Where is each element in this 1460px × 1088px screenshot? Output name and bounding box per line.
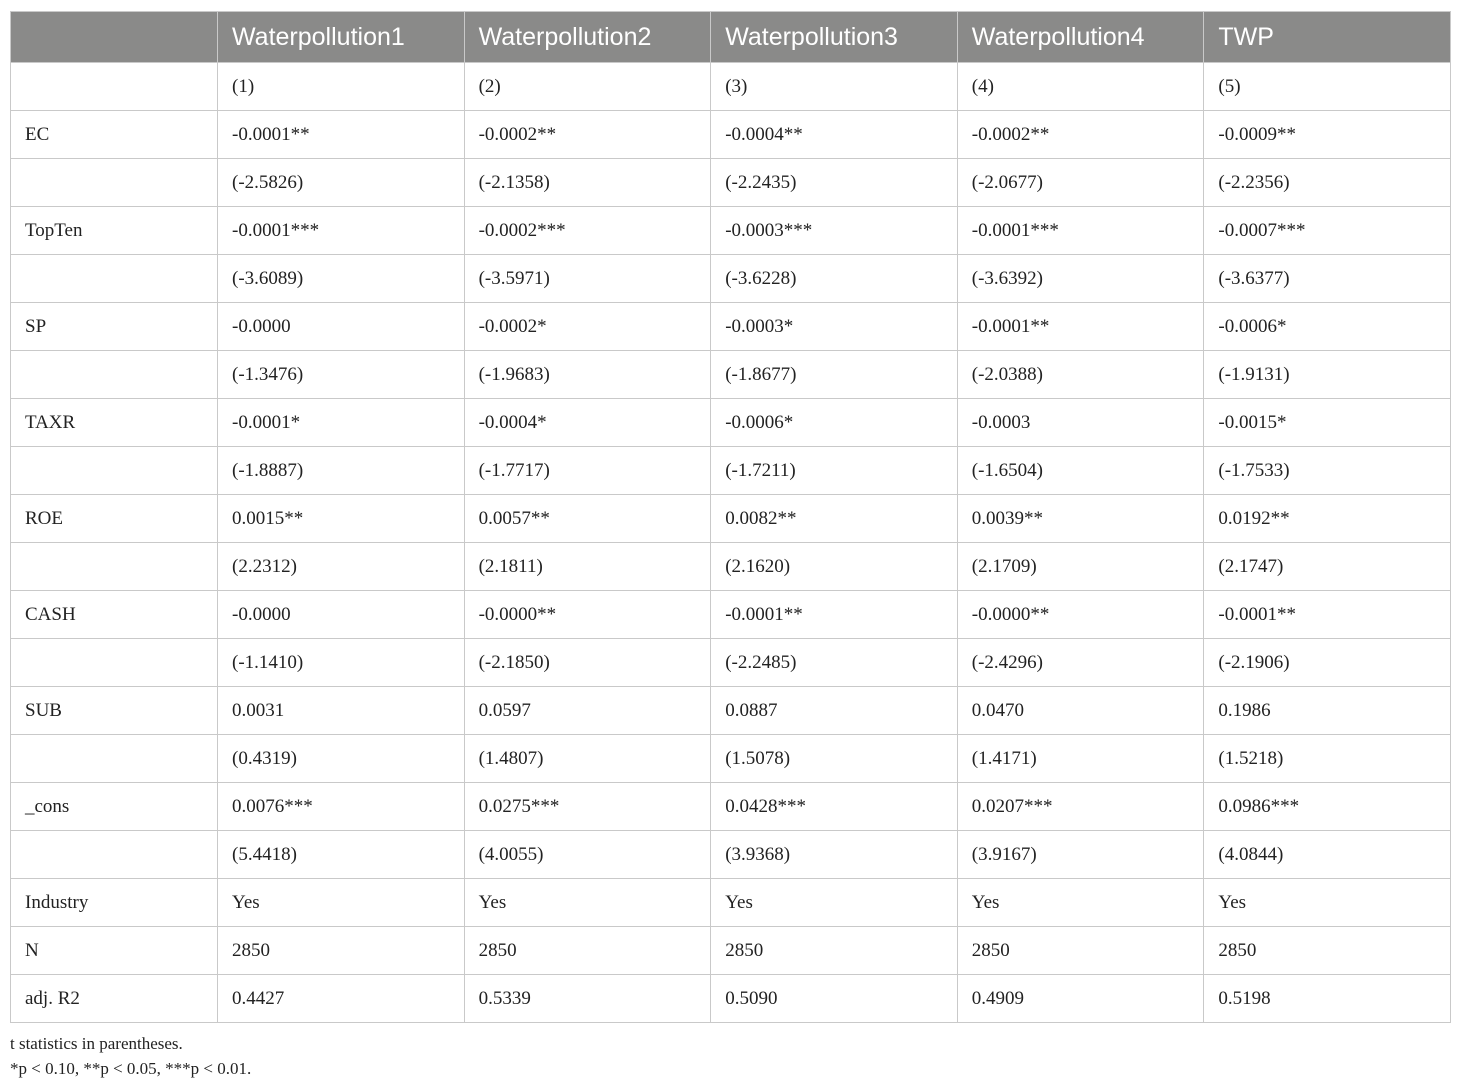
table-cell: (-2.5826) [218, 159, 465, 207]
table-cell: -0.0000 [218, 591, 465, 639]
table-cell: -0.0001*** [957, 207, 1204, 255]
table-cell: -0.0003*** [711, 207, 958, 255]
table-cell: -0.0006* [711, 399, 958, 447]
table-cell: -0.0000** [957, 591, 1204, 639]
table-header [11, 12, 1451, 63]
table-cell: (2.1709) [957, 543, 1204, 591]
table-cell: Yes [218, 879, 465, 927]
row-label-cell: CASH [11, 591, 218, 639]
table-cell: (-2.2485) [711, 639, 958, 687]
table-cell: 2850 [218, 927, 465, 975]
table-cell: Yes [957, 879, 1204, 927]
table-row [11, 399, 1451, 447]
table-cell: (-1.6504) [957, 447, 1204, 495]
table-cell: (-2.0388) [957, 351, 1204, 399]
table-cell: -0.0003* [711, 303, 958, 351]
table-row [11, 975, 1451, 1023]
table-row [11, 207, 1451, 255]
row-label-cell [11, 63, 218, 111]
table-cell: (4.0055) [464, 831, 711, 879]
table-cell: -0.0002** [464, 111, 711, 159]
table-cell: (-3.6392) [957, 255, 1204, 303]
row-label-cell: ROE [11, 495, 218, 543]
header-cell-waterpollution1: Waterpollution1 [218, 12, 465, 63]
table-cell: (-3.6228) [711, 255, 958, 303]
table-cell: 0.1986 [1204, 687, 1451, 735]
table-row [11, 687, 1451, 735]
table-cell: Yes [464, 879, 711, 927]
table-cell: (-2.1850) [464, 639, 711, 687]
header-cell-waterpollution3: Waterpollution3 [711, 12, 958, 63]
table-cell: -0.0015* [1204, 399, 1451, 447]
row-label-cell [11, 351, 218, 399]
table-cell: 0.0192** [1204, 495, 1451, 543]
table-row [11, 303, 1451, 351]
table-cell: 0.0207*** [957, 783, 1204, 831]
table-row [11, 159, 1451, 207]
table-cell: (-1.3476) [218, 351, 465, 399]
regression-table-container [10, 11, 1450, 1023]
table-cell: 0.0076*** [218, 783, 465, 831]
table-cell: (-1.9683) [464, 351, 711, 399]
table-cell: 0.5198 [1204, 975, 1451, 1023]
table-cell: -0.0009** [1204, 111, 1451, 159]
table-cell: -0.0004** [711, 111, 958, 159]
table-cell: -0.0000 [218, 303, 465, 351]
table-cell: -0.0006* [1204, 303, 1451, 351]
table-cell: 0.0470 [957, 687, 1204, 735]
table-cell: (1.4171) [957, 735, 1204, 783]
table-cell: (2.2312) [218, 543, 465, 591]
note-t-statistics: t statistics in parentheses. [10, 1034, 183, 1053]
table-cell: -0.0001*** [218, 207, 465, 255]
table-cell: (1) [218, 63, 465, 111]
table-cell: (4) [957, 63, 1204, 111]
table-cell: -0.0001** [711, 591, 958, 639]
table-cell: 0.0057** [464, 495, 711, 543]
table-cell: 0.4427 [218, 975, 465, 1023]
table-cell: (1.5078) [711, 735, 958, 783]
table-row [11, 735, 1451, 783]
table-cell: (-3.6089) [218, 255, 465, 303]
row-label-cell: SUB [11, 687, 218, 735]
table-cell: (-1.7717) [464, 447, 711, 495]
table-cell: (-1.8677) [711, 351, 958, 399]
table-row [11, 63, 1451, 111]
table-cell: -0.0001** [957, 303, 1204, 351]
table-cell: (-3.6377) [1204, 255, 1451, 303]
row-label-cell [11, 735, 218, 783]
table-cell: (-3.5971) [464, 255, 711, 303]
table-cell: 0.0039** [957, 495, 1204, 543]
table-row [11, 927, 1451, 975]
row-label-cell: Industry [11, 879, 218, 927]
table-cell: -0.0002*** [464, 207, 711, 255]
table-cell: 0.0428*** [711, 783, 958, 831]
row-label-cell: TopTen [11, 207, 218, 255]
table-cell: (-2.1358) [464, 159, 711, 207]
table-cell: (-2.1906) [1204, 639, 1451, 687]
table-body [11, 63, 1451, 1023]
table-row [11, 495, 1451, 543]
table-row [11, 783, 1451, 831]
table-cell: (5.4418) [218, 831, 465, 879]
table-cell: (2.1620) [711, 543, 958, 591]
table-cell: 0.4909 [957, 975, 1204, 1023]
table-cell: 0.0031 [218, 687, 465, 735]
table-cell: (-1.1410) [218, 639, 465, 687]
table-row [11, 543, 1451, 591]
table-cell: (-2.0677) [957, 159, 1204, 207]
header-cell-waterpollution4: Waterpollution4 [957, 12, 1204, 63]
row-label-cell: N [11, 927, 218, 975]
table-cell: (-2.2356) [1204, 159, 1451, 207]
table-cell: 2850 [711, 927, 958, 975]
table-cell: Yes [711, 879, 958, 927]
row-label-cell: adj. R2 [11, 975, 218, 1023]
table-cell: -0.0001** [218, 111, 465, 159]
table-cell: (-1.7211) [711, 447, 958, 495]
table-cell: (0.4319) [218, 735, 465, 783]
header-cell-twp: TWP [1204, 12, 1451, 63]
table-cell: (-2.2435) [711, 159, 958, 207]
table-cell: (3) [711, 63, 958, 111]
table-cell: 2850 [1204, 927, 1451, 975]
table-cell: -0.0002* [464, 303, 711, 351]
header-cell-variable [11, 12, 218, 63]
table-row [11, 447, 1451, 495]
table-row [11, 255, 1451, 303]
table-cell: 0.5339 [464, 975, 711, 1023]
table-cell: 0.0082** [711, 495, 958, 543]
table-cell: -0.0007*** [1204, 207, 1451, 255]
table-row [11, 351, 1451, 399]
table-cell: -0.0002** [957, 111, 1204, 159]
table-cell: (2) [464, 63, 711, 111]
table-cell: (-2.4296) [957, 639, 1204, 687]
row-label-cell [11, 447, 218, 495]
regression-table [10, 11, 1451, 1023]
table-cell: (3.9167) [957, 831, 1204, 879]
header-cell-waterpollution2: Waterpollution2 [464, 12, 711, 63]
table-row [11, 639, 1451, 687]
table-cell: 2850 [464, 927, 711, 975]
row-label-cell: _cons [11, 783, 218, 831]
table-cell: 0.5090 [711, 975, 958, 1023]
row-label-cell [11, 543, 218, 591]
table-cell: -0.0000** [464, 591, 711, 639]
table-cell: (-1.9131) [1204, 351, 1451, 399]
table-row [11, 111, 1451, 159]
table-cell: 2850 [957, 927, 1204, 975]
row-label-cell: EC [11, 111, 218, 159]
row-label-cell [11, 159, 218, 207]
table-cell: Yes [1204, 879, 1451, 927]
table-row [11, 831, 1451, 879]
note-significance-levels: *p < 0.10, **p < 0.05, ***p < 0.01. [10, 1059, 252, 1078]
table-cell: (2.1747) [1204, 543, 1451, 591]
table-cell: 0.0015** [218, 495, 465, 543]
table-notes [10, 1031, 251, 1081]
row-label-cell: SP [11, 303, 218, 351]
row-label-cell [11, 255, 218, 303]
table-cell: (5) [1204, 63, 1451, 111]
table-row [11, 591, 1451, 639]
table-cell: 0.0986*** [1204, 783, 1451, 831]
table-cell: (4.0844) [1204, 831, 1451, 879]
table-cell: 0.0597 [464, 687, 711, 735]
table-cell: (1.5218) [1204, 735, 1451, 783]
table-cell: -0.0003 [957, 399, 1204, 447]
row-label-cell [11, 639, 218, 687]
table-cell: (-1.7533) [1204, 447, 1451, 495]
table-cell: -0.0004* [464, 399, 711, 447]
table-cell: (1.4807) [464, 735, 711, 783]
table-cell: -0.0001* [218, 399, 465, 447]
row-label-cell: TAXR [11, 399, 218, 447]
table-row [11, 879, 1451, 927]
table-cell: (-1.8887) [218, 447, 465, 495]
header-row [11, 12, 1451, 63]
table-cell: 0.0887 [711, 687, 958, 735]
table-cell: -0.0001** [1204, 591, 1451, 639]
table-cell: (2.1811) [464, 543, 711, 591]
table-cell: (3.9368) [711, 831, 958, 879]
row-label-cell [11, 831, 218, 879]
table-cell: 0.0275*** [464, 783, 711, 831]
